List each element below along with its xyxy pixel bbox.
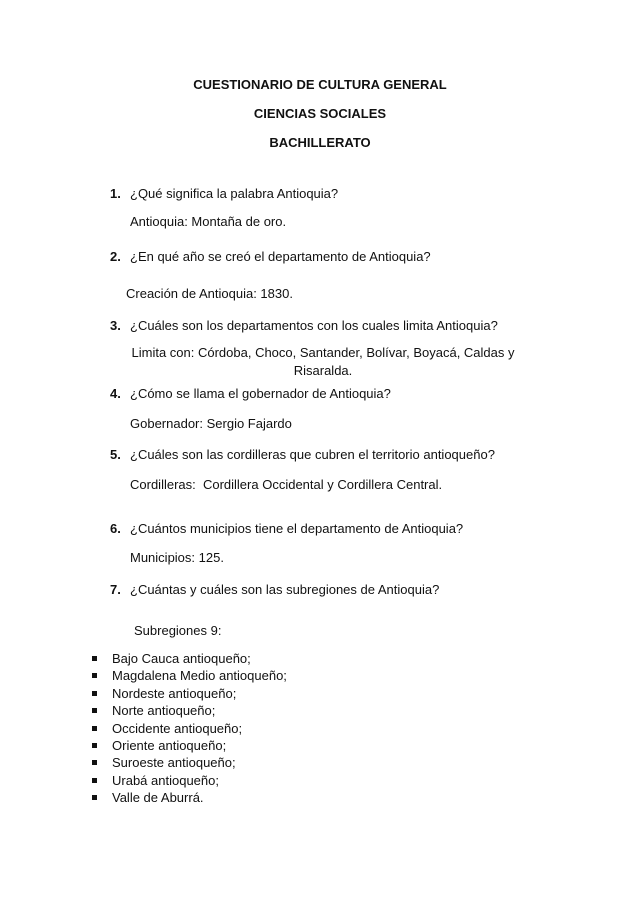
square-bullet-icon — [92, 743, 97, 748]
square-bullet-icon — [92, 778, 97, 783]
question-number: 6. — [110, 521, 121, 536]
list-item — [92, 721, 287, 738]
question-4 — [110, 386, 391, 402]
square-bullet-icon — [92, 708, 97, 713]
square-bullet-icon — [92, 656, 97, 661]
question-number: 1. — [110, 186, 121, 201]
list-item — [92, 773, 287, 790]
subregions-list — [92, 651, 287, 808]
list-item-text: Occidente antioqueño; — [112, 720, 243, 736]
question-text: ¿En qué año se creó el departamento de Antioquia? — [130, 249, 431, 264]
question-7 — [110, 582, 439, 598]
list-item-text: Bajo Cauca antioqueño; — [112, 651, 251, 666]
list-item-text: Oriente antioqueño; — [112, 737, 227, 753]
list-item-text: Urabá antioqueño; — [112, 772, 219, 788]
list-item-text: Magdalena Medio antioqueño; — [112, 668, 287, 684]
document-title: CUESTIONARIO DE CULTURA GENERAL — [193, 77, 447, 92]
question-text: ¿Cuántos municipios tiene el departamento de Antioquia? — [130, 521, 464, 536]
question-number: 4. — [110, 386, 121, 401]
list-item-text: Norte antioqueño; — [112, 703, 216, 719]
square-bullet-icon — [92, 795, 97, 800]
list-item — [92, 790, 287, 807]
question-5 — [110, 447, 495, 463]
square-bullet-icon — [92, 673, 97, 678]
question-1 — [110, 186, 338, 202]
answer-4: Gobernador: Sergio Fajardo — [130, 416, 292, 431]
list-item — [92, 703, 287, 720]
question-6 — [110, 521, 463, 537]
answer-5: Cordilleras: Cordillera Occidental y Cordillera Central. — [130, 477, 443, 492]
square-bullet-icon — [92, 691, 97, 696]
question-text: ¿Qué significa la palabra Antioquia? — [130, 186, 339, 201]
list-item — [92, 668, 287, 685]
square-bullet-icon — [92, 760, 97, 765]
question-text: ¿Cómo se llama el gobernador de Antioquia? — [130, 386, 391, 401]
list-item-text: Valle de Aburrá. — [112, 790, 204, 806]
answer-2: Creación de Antioquia: 1830. — [126, 286, 293, 301]
question-number: 5. — [110, 447, 121, 462]
list-item — [92, 651, 287, 668]
square-bullet-icon — [92, 726, 97, 731]
answer-3: Limita con: Córdoba, Choco, Santander, Bolívar, Boyacá, Caldas y Risaralda. — [131, 345, 515, 378]
list-item — [92, 738, 287, 755]
question-3 — [110, 318, 498, 334]
list-item-text: Nordeste antioqueño; — [112, 685, 237, 701]
list-item — [92, 686, 287, 703]
list-item — [92, 755, 287, 772]
question-number: 7. — [110, 582, 121, 597]
question-text: ¿Cuáles son las cordilleras que cubren el territorio antioqueño? — [130, 447, 495, 462]
question-number: 3. — [110, 318, 121, 333]
question-number: 2. — [110, 249, 121, 264]
answer-6: Municipios: 125. — [130, 550, 224, 565]
question-text: ¿Cuáles son los departamentos con los cuales limita Antioquia? — [130, 318, 498, 333]
list-item-text: Suroeste antioqueño; — [112, 755, 236, 771]
question-2 — [110, 249, 431, 265]
document-level: BACHILLERATO — [269, 135, 371, 150]
question-text: ¿Cuántas y cuáles son las subregiones de Antioquia? — [130, 582, 440, 597]
document-subject: CIENCIAS SOCIALES — [253, 106, 387, 121]
answer-7: Subregiones 9: — [134, 623, 222, 638]
answer-1: Antioquia: Montaña de oro. — [130, 214, 287, 229]
